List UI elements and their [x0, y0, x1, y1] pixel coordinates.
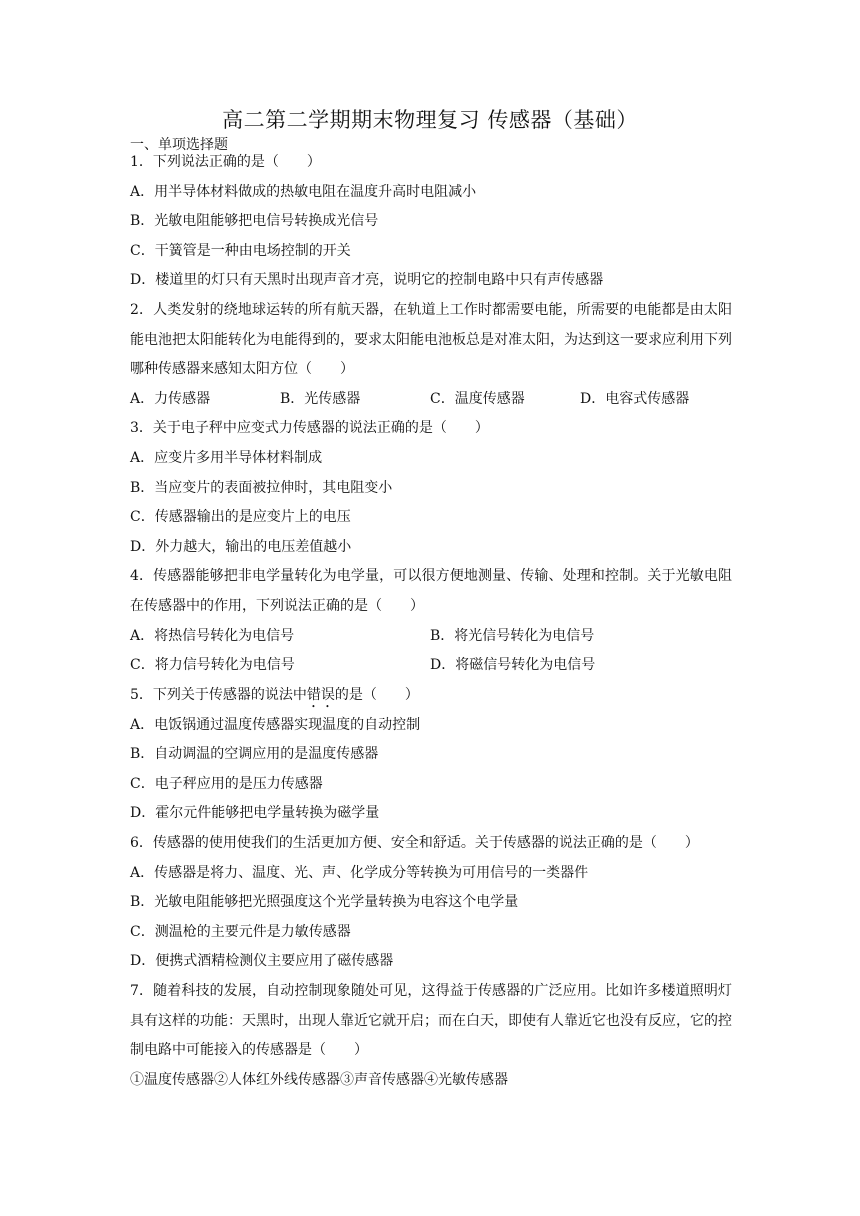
question-3-option-c: C．传感器输出的是应变片上的电压	[130, 509, 351, 526]
question-4-option-b: B．将光信号转化为电信号	[430, 627, 595, 644]
question-1-option-a: A．用半导体材料做成的热敏电阻在温度升高时电阻减小	[130, 183, 477, 200]
question-3-option-a: A．应变片多用半导体材料制成	[130, 449, 323, 466]
question-4-option-c: C．将力信号转化为电信号	[130, 657, 295, 674]
question-5-stem-after: 的是（ ）	[334, 686, 419, 703]
question-4-stem: 4．传感器能够把非电学量转化为电学量，可以很方便地测量、传输、处理和控制。关于光敏电阻在传感器中的作用，下列说法正确的是（ ）	[130, 568, 732, 614]
question-6-stem: 6．传感器的使用使我们的生活更加方便、安全和舒适。关于传感器的说法正确的是（ ）	[130, 835, 699, 852]
question-4-option-d: D．将磁信号转化为电信号	[430, 657, 596, 674]
question-5-emphasis: 错误	[306, 686, 335, 703]
question-6-option-c: C．测温枪的主要元件是力敏传感器	[130, 923, 351, 940]
question-6-option-d: D．便携式酒精检测仪主要应用了磁传感器	[130, 953, 394, 970]
question-1-option-c: C．干簧管是一种由电场控制的开关	[130, 242, 351, 259]
question-4-options-row-2	[130, 651, 732, 681]
question-3-option-d: D．外力越大，输出的电压差值越小	[130, 538, 352, 555]
question-4-options-row-1	[130, 622, 732, 652]
question-6-option-a: A．传感器是将力、温度、光、声、化学成分等转换为可用信号的一类器件	[130, 864, 589, 881]
question-1-stem: 1．下列说法正确的是（ ）	[130, 154, 321, 170]
question-3-stem: 3．关于电子秤中应变式力传感器的说法正确的是（ ）	[130, 420, 489, 437]
question-1-option-d: D．楼道里的灯只有天黑时出现声音才亮，说明它的控制电路中只有声传感器	[130, 272, 604, 289]
question-5-option-b: B．自动调温的空调应用的是温度传感器	[130, 746, 379, 763]
question-5-option-c: C．电子秤应用的是压力传感器	[130, 775, 323, 792]
question-3-option-b: B．当应变片的表面被拉伸时，其电阻变小	[130, 479, 393, 496]
question-1-option-b: B．光敏电阻能够把电信号转换成光信号	[130, 213, 379, 230]
question-5-stem	[130, 681, 732, 711]
question-5-option-d: D．霍尔元件能够把电学量转换为磁学量	[130, 805, 380, 822]
question-2-options	[130, 385, 732, 415]
question-7-items: ①温度传感器②人体红外线传感器③声音传感器④光敏传感器	[130, 1071, 508, 1088]
section-heading: 一、单项选择题	[130, 137, 228, 153]
question-7-stem: 7．随着科技的发展，自动控制现象随处可见，这得益于传感器的广泛应用。比如许多楼道照明灯具有这样的功能：天黑时，出现人靠近它就开启；而在白天，即使有人靠近它也没有反应，它的控制电路中可能接入的传感器是（ ）	[130, 983, 732, 1059]
question-4-option-a: A．将热信号转化为电信号	[130, 627, 295, 644]
question-2-option-c: C．温度传感器	[430, 390, 525, 407]
question-2-option-d: D．电容式传感器	[580, 390, 690, 407]
page-title: 高二第二学期期末物理复习 传感器（基础）	[222, 108, 638, 132]
question-5-option-a: A．电饭锅通过温度传感器实现温度的自动控制	[130, 716, 421, 733]
question-2-option-b: B．光传感器	[280, 390, 361, 407]
question-5-stem-before: 5．下列关于传感器的说法中	[130, 686, 307, 703]
question-6-option-b: B．光敏电阻能够把光照强度这个光学量转换为电容这个电学量	[130, 894, 519, 911]
question-2-stem: 2．人类发射的绕地球运转的所有航天器，在轨道上工作时都需要电能，所需要的电能都是由太阳能电池把太阳能转化为电能得到的，要求太阳能电池板总是对准太阳，为达到这一要求应利用下列哪种传感器来感知太阳方位（ ）	[130, 301, 732, 378]
question-list	[130, 148, 732, 1095]
question-2-option-a: A．力传感器	[130, 390, 211, 407]
